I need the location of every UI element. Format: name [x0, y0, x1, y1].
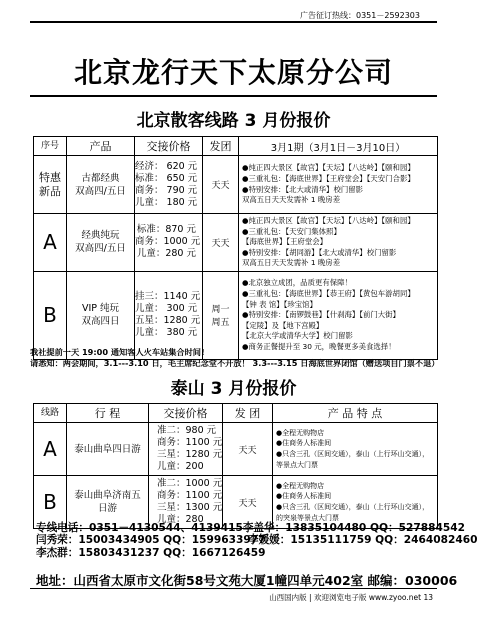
row-product — [67, 214, 135, 272]
price-line: 标准： 650 元 — [135, 172, 198, 184]
feature-line: 【定陵】及【地下宫殿】 — [242, 320, 324, 330]
feature-line: ●三重礼包：【海底世界】【恭王府】【黄包车游胡同】 — [242, 288, 415, 298]
price-line: 准二：1000 元 — [157, 478, 223, 489]
company-title: 北京龙行天下太原分公司 — [73, 56, 393, 89]
row-prices — [149, 423, 223, 476]
feature-line: ●纯正四大景区【故宫】【天坛】【八达岭】【颐和园】 — [242, 216, 415, 225]
product-line: 古都经典 — [81, 172, 120, 184]
row-depart: 天天 — [203, 214, 239, 272]
feature-line: ●北京独立成团，品质更有保障！ — [242, 278, 352, 288]
price-line: 挂三：1140 元 — [135, 291, 201, 303]
price-line: 准二：980 元 — [157, 425, 217, 436]
header-dates: 3月1期（3月1日－3月10日） — [239, 137, 438, 156]
contact-list — [36, 522, 477, 559]
price-line: 儿童： 300 元 — [135, 303, 198, 315]
contact-row — [36, 522, 465, 534]
feature-line: ●特别安排：【胡同游】【北大或清华】校门留影 — [242, 247, 397, 257]
row-prices — [135, 156, 203, 214]
header-features: 产 品 特 点 — [273, 404, 438, 423]
product-line: 双高四日 — [81, 316, 120, 328]
product-line: 双高四/五日 — [75, 243, 126, 255]
feature-line: ●三重礼包：【海底世界】【王府堂会】【天安门合影】 — [242, 173, 415, 183]
contact-entry: 李媛媛：15135111759 QQ：2464082460 — [248, 534, 477, 547]
price-line: 儿童： 180 元 — [135, 196, 198, 208]
itinerary-line: 日游 — [97, 503, 117, 514]
row-depart: 周一 周五 — [203, 271, 239, 359]
contact-row — [36, 534, 477, 547]
booking-notes — [30, 347, 443, 369]
note-line: 请悉知：两会期间，3.1---3.10 日，毛主席纪念堂不开放！ 3.3---3.15 日海底世界闭馆（赠送项目门票不退） — [30, 358, 440, 368]
price-line: 经济： 620 元 — [135, 160, 198, 172]
feature-line: ●商务正餐提升至 30 元，晚餐更多美食选择！ — [242, 341, 396, 351]
product-line: 经典纯玩 — [81, 230, 120, 242]
table-header-row — [34, 404, 438, 423]
header-depart: 发 团 — [223, 404, 273, 423]
price-line: 五星：1280 元 — [135, 315, 201, 327]
contact-row — [36, 547, 446, 559]
taishan-section-title: 泰山 3 月份报价 — [170, 379, 297, 399]
header-itinerary: 行 程 — [67, 404, 149, 423]
feature-line: ●纯正四大景区【故宫】【天坛】【八达岭】【颐和园】 — [242, 163, 415, 173]
header-price: 交接价格 — [149, 404, 223, 423]
table-row — [34, 423, 438, 476]
row-prices — [149, 476, 223, 529]
product-line: VIP 纯玩 — [81, 303, 120, 315]
row-features — [239, 214, 438, 272]
price-line: 三星：1300 元 — [157, 502, 223, 513]
price-line: 商务：1000 元 — [135, 236, 201, 248]
contact-entry: 专线电话：0351－4130544、4139415 — [36, 522, 243, 534]
feature-line: 【海底世界】【王府堂会】 — [242, 237, 327, 247]
row-depart: 天天 — [223, 476, 273, 529]
row-depart: 天天 — [203, 156, 239, 214]
row-depart: 天天 — [223, 423, 273, 476]
feature-line: ●只含三孔（区间交通），泰山（上行环山交通）， — [276, 450, 430, 458]
table-row — [34, 156, 438, 214]
feature-line: 双高五日天天发需补 1 晚房差 — [242, 258, 341, 268]
row-seq: B — [34, 271, 67, 359]
row-seq: B — [34, 476, 67, 529]
footer-rule — [30, 588, 437, 589]
top-rule — [30, 21, 437, 23]
page-footer: 山西国内版 | 欢迎浏览电子版 www.zyoo.net 13 — [269, 593, 433, 602]
feature-line: ●住商务人标准间 — [276, 439, 332, 448]
price-line: 儿童： 380 元 — [135, 327, 198, 339]
header-price: 交接价格 — [135, 137, 203, 156]
header-product: 产品 — [67, 137, 135, 156]
price-line: 三星：1280 元 — [157, 449, 223, 460]
feature-line: 的突泉等景点大门票 — [276, 513, 339, 522]
price-line: 儿童：200 — [157, 461, 204, 472]
row-seq: A — [34, 423, 67, 476]
taishan-price-table — [33, 403, 438, 529]
banner-rule — [30, 95, 437, 97]
price-line: 儿童：280 — [157, 514, 204, 525]
price-line: 商务： 790 元 — [135, 184, 198, 196]
row-features — [239, 156, 438, 214]
row-product — [67, 156, 135, 214]
table-row — [34, 476, 438, 529]
header-route: 线路 — [34, 404, 67, 423]
feature-line: 【北京大学或清华大学】校门留影 — [242, 331, 353, 341]
price-line: 商务：1100 元 — [157, 490, 223, 501]
beijing-price-table — [33, 136, 438, 360]
feature-line: ●住商务人标准间 — [276, 492, 332, 501]
row-itinerary — [67, 476, 149, 529]
feature-line: 【钟 表 馆】【珍宝馆】 — [242, 299, 317, 309]
ad-hotline: 广告征订热线：0351－2592303 — [300, 11, 420, 20]
table-header-row — [34, 137, 438, 156]
price-line: 标准：870 元 — [136, 224, 196, 236]
beijing-section-title: 北京散客线路 3 月份报价 — [136, 111, 331, 131]
row-features — [273, 423, 438, 476]
row-features — [273, 476, 438, 529]
table-row — [34, 214, 438, 272]
row-prices — [135, 214, 203, 272]
feature-line: 双高五日天天发需补 1 晚房差 — [242, 195, 341, 205]
row-itinerary — [67, 423, 149, 476]
feature-line: ●特别安排：【北大或清华】校门留影 — [242, 184, 364, 194]
price-line: 商务：1100 元 — [157, 437, 223, 448]
feature-line: ●全程无购物店 — [276, 428, 325, 437]
row-seq: 特惠新品 — [34, 156, 67, 214]
feature-line: ●全程无购物店 — [276, 481, 325, 490]
note-line: 我社提前一天 19:00 通知客人火车站集合时间! — [30, 347, 205, 357]
feature-line: ●三重礼包：【天安门集体照】 — [242, 226, 341, 236]
header-seq: 序号 — [34, 137, 67, 156]
itinerary-line: 泰山曲阜济南五 — [74, 490, 141, 501]
feature-line: 等景点大门票 — [276, 460, 318, 469]
price-line: 儿童：280 元 — [136, 248, 196, 260]
product-line: 双高四/五日 — [75, 185, 126, 197]
company-address: 地址：山西省太原市文化街58号文苑大厦1幢四单元402室 邮编：030006 — [36, 573, 458, 588]
feature-line: ●只含三孔（区间交通），泰山（上行环山交通）， — [276, 503, 430, 511]
contact-entry: 李杰群：15803431237 QQ：1667126459 — [36, 546, 266, 559]
feature-line: ●特别安排：【南锣鼓巷】【什刹海】【前门大街】 — [242, 310, 400, 320]
itinerary-line: 泰山曲阜四日游 — [74, 443, 141, 455]
contact-entry: 李盖华：13835104480 QQ：527884542 — [242, 522, 465, 534]
contact-entry: 闫秀荣：15003434905 QQ：1599633977 — [36, 534, 266, 547]
row-seq: A — [34, 214, 67, 272]
header-depart: 发团 — [203, 137, 239, 156]
